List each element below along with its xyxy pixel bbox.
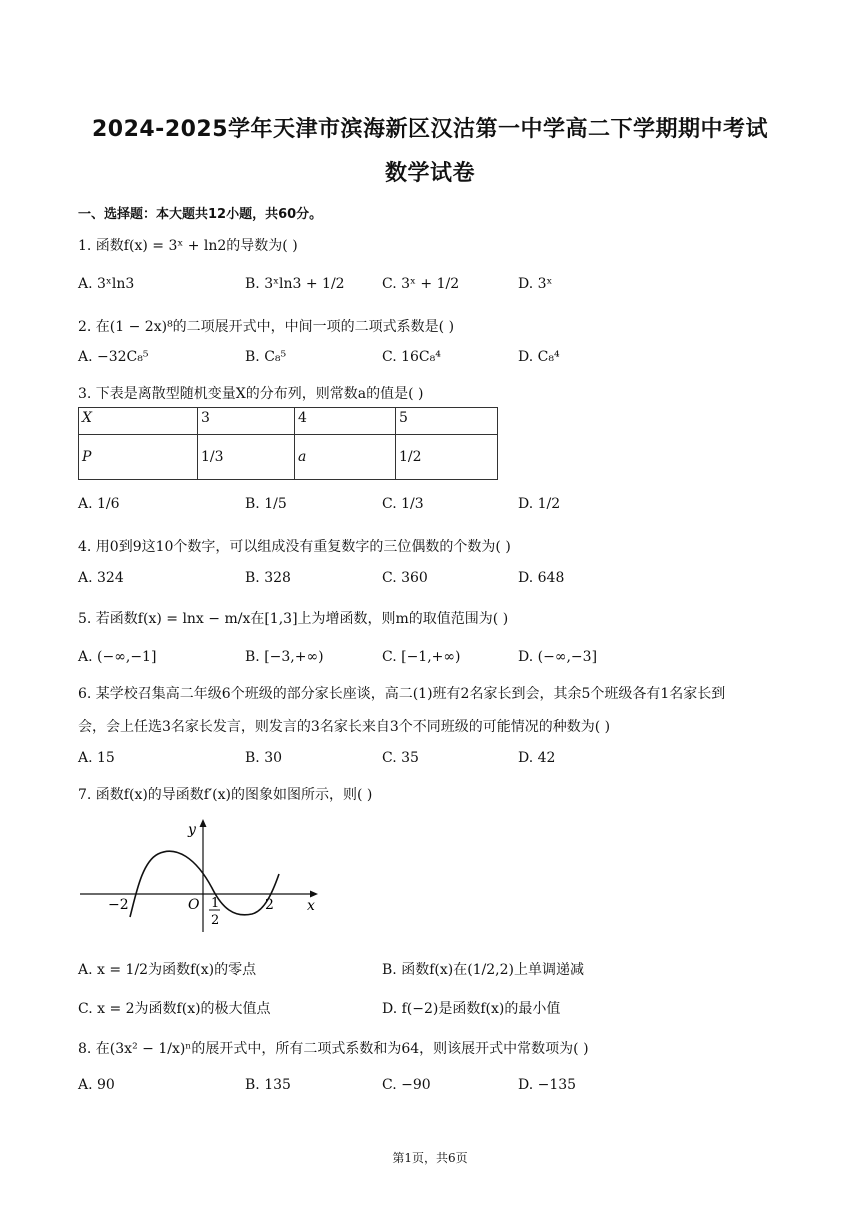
q3-option-d: D. 1/2	[518, 496, 561, 512]
q2-option-d: D. C₈⁴	[518, 349, 560, 365]
table-cell-x4: 4	[295, 408, 396, 435]
q3-option-a: A. 1/6	[78, 496, 120, 512]
page-title: 2024-2025学年天津市滨海新区汉沽第一中学高二下学期期中考试	[91, 117, 769, 142]
table-cell-x5: 5	[396, 408, 498, 435]
section-heading: 一、选择题：本大题共12小题，共60分。	[78, 207, 323, 222]
q1-option-a: A. 3ˣln3	[78, 276, 135, 292]
y-axis-arrow-icon	[200, 819, 207, 827]
table-cell-p5: 1/2	[396, 435, 498, 480]
q1-option-d: D. 3ˣ	[518, 276, 553, 292]
y-axis-label: y	[188, 822, 196, 838]
derivative-curve	[130, 851, 279, 917]
x-axis-arrow-icon	[310, 891, 318, 898]
q5-option-a: A. (−∞,−1]	[78, 649, 157, 665]
q4-option-d: D. 648	[518, 570, 565, 586]
q3-option-c: C. 1/3	[382, 496, 424, 512]
x-axis-label: x	[307, 898, 315, 914]
q5-stem: 5. 若函数f(x) = lnx − m/x在[1,3]上为增函数，则m的取值范围为( )	[78, 611, 509, 627]
q3-option-b: B. 1/5	[245, 496, 287, 512]
q5-option-c: C. [−1,+∞)	[382, 649, 461, 665]
q6-stem-line1: 6. 某学校召集高二年级6个班级的部分家长座谈，高二(1)班有2名家长到会，其余5个班级各有1名家长到	[78, 686, 726, 702]
page-footer: 第1页，共6页	[392, 1151, 468, 1165]
q6-option-a: A. 15	[78, 750, 115, 766]
q8-option-b: B. 135	[245, 1077, 291, 1093]
q6-option-b: B. 30	[245, 750, 283, 766]
q4-stem: 4. 用0到9这10个数字，可以组成没有重复数字的三位偶数的个数为( )	[78, 539, 511, 555]
q1-option-c: C. 3ˣ + 1/2	[382, 276, 460, 292]
q4-option-b: B. 328	[245, 570, 291, 586]
table-cell-x3: 3	[198, 408, 295, 435]
table-cell-x-header: X	[82, 410, 92, 426]
q1-stem: 1. 函数f(x) = 3ˣ + ln2的导数为( )	[78, 238, 298, 254]
q1-option-b: B. 3ˣln3 + 1/2	[245, 276, 345, 292]
distribution-table	[78, 407, 498, 480]
q5-option-b: B. [−3,+∞)	[245, 649, 324, 665]
q8-option-c: C. −90	[382, 1077, 431, 1093]
q7-stem: 7. 函数f(x)的导函数f′(x)的图象如图所示，则( )	[78, 787, 373, 803]
q2-option-a: A. −32C₈⁵	[78, 349, 149, 365]
table-cell-p4: a	[298, 449, 307, 465]
table-cell-p3: 1/3	[198, 435, 295, 480]
q8-stem: 8. 在(3x² − 1/x)ⁿ的展开式中，所有二项式系数和为64，则该展开式中常数项为( )	[78, 1041, 589, 1057]
q4-option-c: C. 360	[382, 570, 428, 586]
q3-stem: 3. 下表是离散型随机变量X的分布列，则常数a的值是( )	[78, 386, 424, 402]
q6-option-c: C. 35	[382, 750, 419, 766]
q6-option-d: D. 42	[518, 750, 556, 766]
tick-label-half-num: 1	[211, 896, 220, 911]
page-subtitle: 数学试卷	[384, 161, 475, 186]
q7-option-a: A. x = 1/2为函数f(x)的零点	[78, 962, 257, 978]
q8-option-a: A. 90	[78, 1077, 115, 1093]
q5-option-d: D. (−∞,−3]	[518, 649, 598, 665]
origin-label: O	[188, 897, 200, 913]
q2-option-c: C. 16C₈⁴	[382, 349, 441, 365]
q4-option-a: A. 324	[78, 570, 124, 586]
q7-option-d: D. f(−2)是函数f(x)的最小值	[382, 1001, 561, 1017]
table-cell-p-header: P	[82, 449, 92, 465]
tick-label-2: 2	[265, 897, 274, 913]
derivative-graph	[74, 814, 324, 936]
q8-option-d: D. −135	[518, 1077, 577, 1093]
q6-stem-line2: 会，会上任选3名家长发言，则发言的3名家长来自3个不同班级的可能情况的种数为( )	[78, 719, 611, 735]
tick-label-neg2: −2	[108, 897, 129, 913]
q2-option-b: B. C₈⁵	[245, 349, 287, 365]
q7-option-c: C. x = 2为函数f(x)的极大值点	[78, 1001, 271, 1017]
tick-label-half-den: 2	[211, 913, 220, 928]
q7-option-b: B. 函数f(x)在(1/2,2)上单调递减	[382, 962, 585, 978]
q2-stem: 2. 在(1 − 2x)⁸的二项展开式中，中间一项的二项式系数是( )	[78, 319, 455, 335]
